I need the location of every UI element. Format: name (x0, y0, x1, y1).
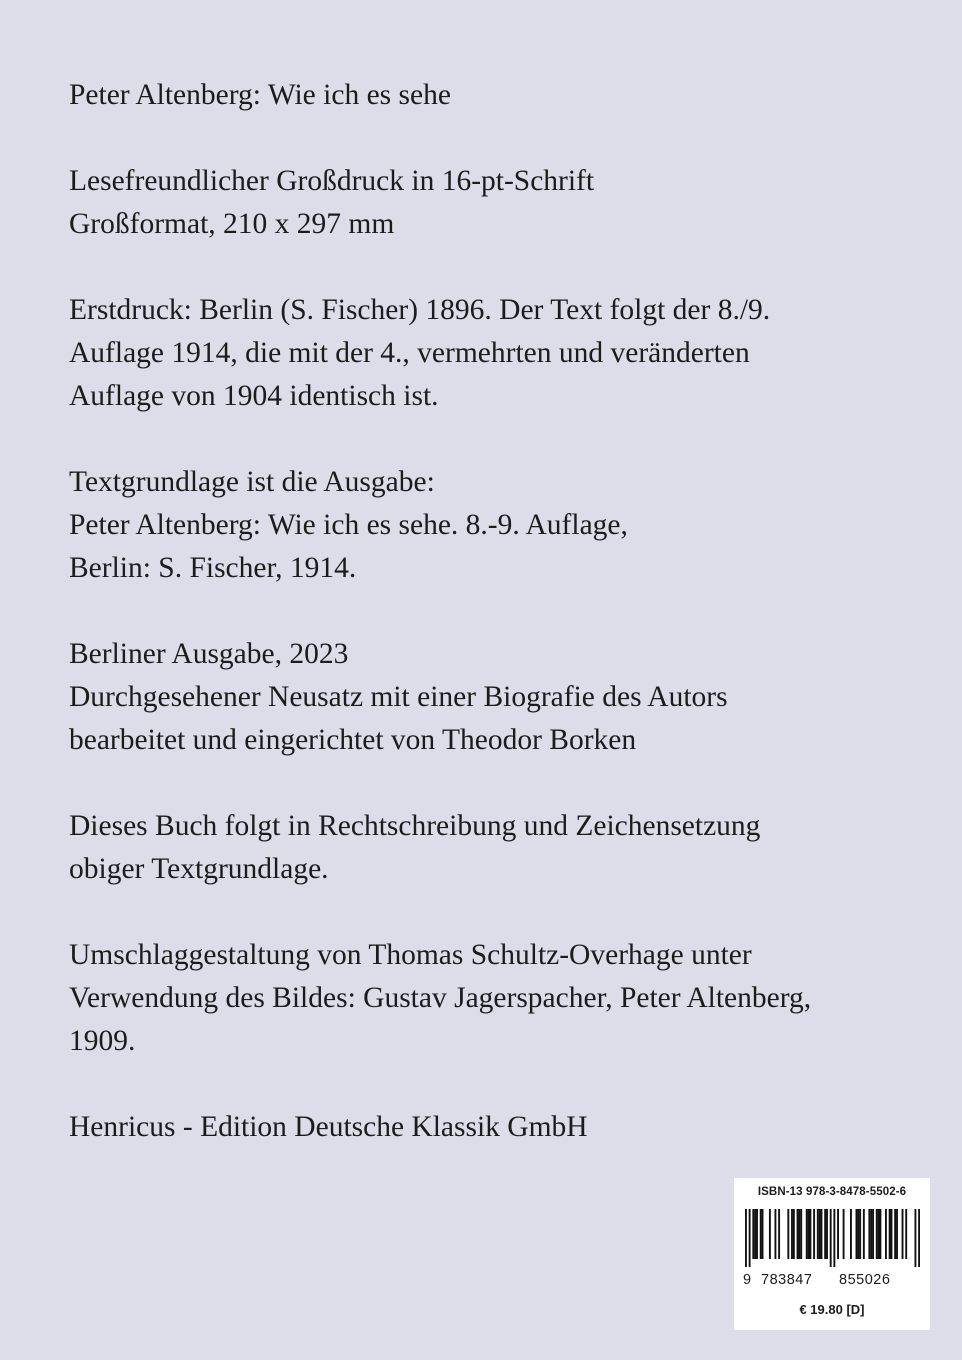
barcode-bar (857, 1209, 859, 1259)
imprint-paragraph (69, 1106, 909, 1149)
text-line: Verwendung des Bildes: Gustav Jagerspacher, Peter Altenberg, (69, 982, 812, 1014)
barcode-bar (850, 1209, 852, 1259)
text-line: Lesefreundlicher Großdruck in 16-pt-Schrift (69, 165, 595, 197)
barcode-bar (872, 1209, 874, 1259)
imprint-paragraph (69, 160, 909, 246)
text-line: obiger Textgrundlage. (69, 853, 329, 885)
imprint-paragraph (69, 805, 909, 891)
text-line: Dieses Buch folgt in Rechtschreibung und Zeichensetzung (69, 810, 761, 842)
barcode-bar (791, 1209, 793, 1259)
barcode-bar (808, 1209, 810, 1259)
barcode-bar (800, 1209, 802, 1259)
imprint-paragraph (69, 934, 909, 1063)
text-line: Textgrundlage ist die Ausgabe: (69, 466, 435, 498)
barcode-graphic (745, 1209, 920, 1267)
imprint-text (69, 74, 909, 1192)
barcode-left-digits: 783847 (761, 1272, 813, 1288)
isbn-barcode-label (734, 1178, 930, 1330)
barcode-lead-digit: 9 (743, 1272, 752, 1288)
imprint-paragraph (69, 633, 909, 762)
text-line: Auflage von 1904 identisch ist. (69, 380, 439, 412)
barcode-bar (769, 1209, 771, 1259)
barcode-bar (918, 1209, 920, 1267)
text-line: Großformat, 210 x 297 mm (69, 208, 395, 240)
barcode-bar (774, 1209, 776, 1259)
barcode-bar (870, 1209, 872, 1259)
barcode-bar (830, 1209, 832, 1267)
barcode-bar (817, 1209, 819, 1259)
barcode-bar (868, 1209, 870, 1259)
barcode-bar (756, 1209, 758, 1259)
barcode-bar (863, 1209, 865, 1259)
barcode-bar (806, 1209, 808, 1259)
barcode-bar (889, 1209, 891, 1259)
imprint-paragraph (69, 289, 909, 418)
barcode-bar (902, 1209, 904, 1259)
barcode-bar (843, 1209, 845, 1259)
text-line: Berlin: S. Fischer, 1914. (69, 552, 357, 584)
imprint-paragraph (69, 74, 909, 117)
barcode-bar (752, 1209, 754, 1259)
barcode-bar (824, 1209, 826, 1259)
barcode-bar (879, 1209, 881, 1259)
barcode-bar (914, 1209, 916, 1267)
barcode-bar (787, 1209, 789, 1259)
barcode-bar (856, 1209, 858, 1259)
barcode-bar (859, 1209, 861, 1259)
barcode-bar (894, 1209, 896, 1259)
barcode-bar (837, 1209, 839, 1259)
text-line: Henricus - Edition Deutsche Klassik GmbH (69, 1111, 588, 1143)
barcode-bar (793, 1209, 795, 1259)
barcode-bar (891, 1209, 893, 1259)
barcode-bar (745, 1209, 747, 1267)
text-line: bearbeitet und eingerichtet von Theodor Borken (69, 724, 637, 756)
barcode-bar (797, 1209, 799, 1259)
barcode-bar (905, 1209, 907, 1259)
text-line: Umschlaggestaltung von Thomas Schultz-Overhage unter (69, 939, 752, 971)
barcode-bar (754, 1209, 756, 1259)
barcode-bar (876, 1209, 878, 1259)
text-line: 1909. (69, 1025, 136, 1057)
text-line: Auflage 1914, die mit der 4., vermehrten und veränderten (69, 337, 750, 369)
barcode-bar (798, 1209, 800, 1259)
barcode-bar (762, 1209, 764, 1259)
barcode-right-digits: 855026 (839, 1272, 891, 1288)
text-line: Erstdruck: Berlin (S. Fischer) 1896. Der Text folgt der 8./9. (69, 294, 771, 326)
text-line: Peter Altenberg: Wie ich es sehe. 8.-9. Auflage, (69, 509, 628, 541)
barcode-bar (760, 1209, 762, 1259)
barcode-bar (878, 1209, 880, 1259)
text-line: Peter Altenberg: Wie ich es sehe (69, 79, 451, 111)
barcode-bar (821, 1209, 823, 1259)
text-line: Berliner Ausgabe, 2023 (69, 638, 349, 670)
barcode-bar (885, 1209, 887, 1259)
text-line: Durchgesehener Neusatz mit einer Biografie des Autors (69, 681, 728, 713)
barcode-bar (749, 1209, 751, 1267)
isbn-number: ISBN-13 978-3-8478-5502-6 (757, 1186, 907, 1198)
imprint-paragraph (69, 461, 909, 590)
price-label: € 19.80 [D] (799, 1302, 865, 1317)
barcode-bar (813, 1209, 815, 1259)
barcode-bar (809, 1209, 811, 1259)
barcode-bar (833, 1209, 835, 1267)
barcode-bar (896, 1209, 898, 1259)
barcode-bar (778, 1209, 780, 1259)
barcode-bar (819, 1209, 821, 1259)
barcode-bar (826, 1209, 828, 1259)
